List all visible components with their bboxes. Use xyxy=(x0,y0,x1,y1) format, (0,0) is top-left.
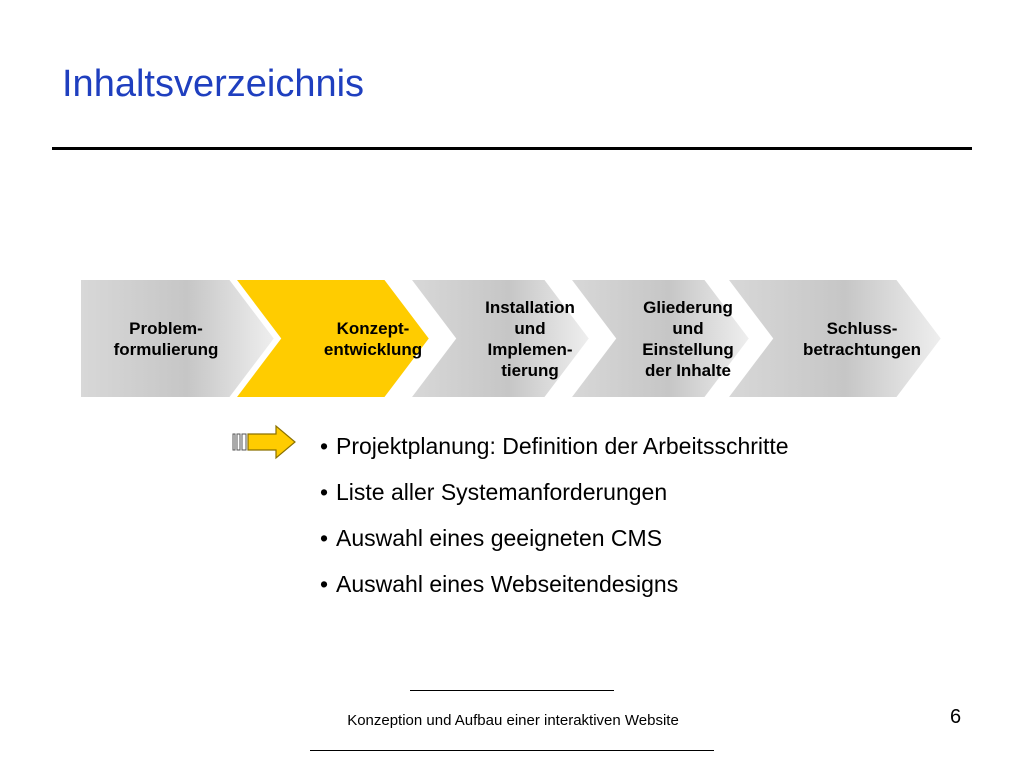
bullet-text: Projektplanung: Definition der Arbeitsschritte xyxy=(336,433,789,459)
bullet-text: Auswahl eines Webseitendesigns xyxy=(336,571,679,597)
bullet-marker: • xyxy=(320,525,329,551)
process-step-label: Schluss- xyxy=(826,319,898,338)
bullet-item xyxy=(320,570,789,616)
bullet-item xyxy=(320,524,789,570)
bullet-list xyxy=(320,432,789,616)
page-number: 6 xyxy=(950,706,962,728)
bullet-marker: • xyxy=(320,571,329,597)
footer-text: Konzeption und Aufbau einer interaktiven Website xyxy=(347,712,679,729)
process-step-label: Installation xyxy=(485,298,575,317)
process-step-chevron xyxy=(410,279,590,398)
bullet-item xyxy=(320,432,789,478)
slide-title: Inhaltsverzeichnis xyxy=(62,63,365,105)
process-step-label: und xyxy=(672,319,704,338)
process-step-label: Problem- xyxy=(129,319,203,338)
bullet-text: Liste aller Systemanforderungen xyxy=(336,479,668,505)
bullet-item xyxy=(320,478,789,524)
bullet-marker: • xyxy=(320,479,329,505)
bullet-marker: • xyxy=(320,433,329,459)
process-step-label: Einstellung xyxy=(642,340,734,359)
footer-divider-top xyxy=(410,690,614,691)
process-step-label: Konzept- xyxy=(336,319,410,338)
process-step-chevron xyxy=(727,279,942,398)
process-step-label: Gliederung xyxy=(643,298,733,317)
process-step-label: entwicklung xyxy=(323,340,423,359)
process-step-label: formulierung xyxy=(113,340,219,359)
process-step-label: betrachtungen xyxy=(802,340,922,359)
arrow-right-icon xyxy=(232,424,298,460)
bullet-text: Auswahl eines geeigneten CMS xyxy=(336,525,663,551)
process-step-label: der Inhalte xyxy=(645,361,731,380)
process-step-chevron xyxy=(570,279,750,398)
footer-divider-bottom xyxy=(310,750,714,751)
process-step-label: und xyxy=(514,319,546,338)
process-step-label: tierung xyxy=(501,361,559,380)
process-step-label: Implemen- xyxy=(487,340,573,359)
process-step-chevron xyxy=(80,279,275,398)
